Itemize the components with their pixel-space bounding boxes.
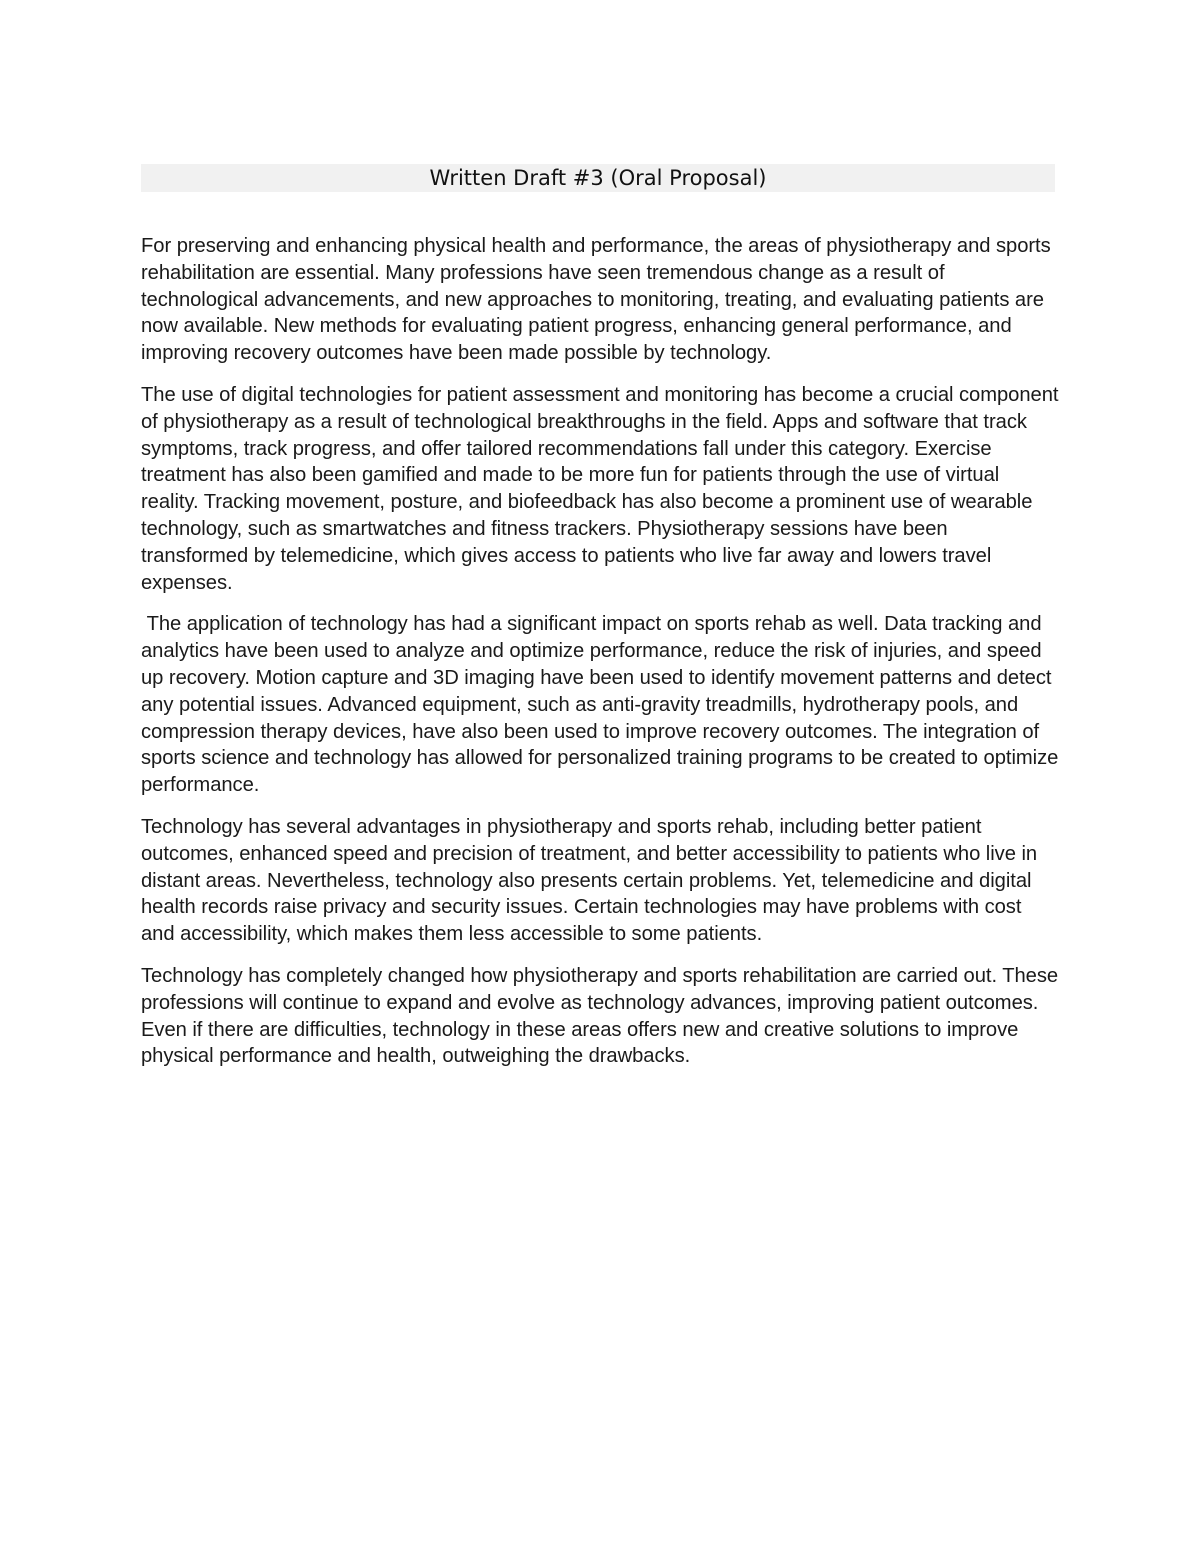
document-body — [141, 233, 1064, 1085]
paragraph-intro: For preserving and enhancing physical health and performance, the areas of physiotherapy and sports rehabilitation are essential. Many professions have seen tremendous change as a result of technological advancements, and new approaches to monitoring, treating, and evaluating patients are now available. New methods for evaluating patient progress, enhancing general performance, and improving recovery outcomes have been made possible by technology. — [141, 235, 1051, 365]
paragraph-sports-rehab-technology: The application of technology has had a significant impact on sports rehab as well. Data tracking and analytics have been used to analyze and optimize performance, reduce the risk of injuries, and speed up recovery. Motion capture and 3D imaging have been used to identify movement patterns and detect any potential issues. Advanced equipment, such as anti-gravity treadmills, hydrotherapy pools, and compression therapy devices, have also been used to improve recovery outcomes. The integration of sports science and technology has allowed for personalized training programs to be created to optimize performance. — [141, 613, 1064, 797]
document-title: Written Draft #3 (Oral Proposal) — [429, 166, 767, 190]
paragraph-conclusion: Technology has completely changed how physiotherapy and sports rehabilitation are carried out. These professions will continue to expand and evolve as technology advances, improving patient outcomes. Even if there are difficulties, technology in these areas offers new and creative solutions to improve physical performance and health, outweighing the drawbacks. — [141, 964, 1059, 1068]
paragraph-advantages-problems: Technology has several advantages in physiotherapy and sports rehab, including better patient outcomes, enhanced speed and precision of treatment, and better accessibility to patients who live in distant areas. Nevertheless, technology also presents certain problems. Yet, telemedicine and digital health records raise privacy and security issues. Certain technologies may have problems with cost and accessibility, which makes them less accessible to some patients. — [141, 815, 1038, 946]
paragraph-physiotherapy-technology: The use of digital technologies for patient assessment and monitoring has become a crucial component of physiotherapy as a result of technological breakthroughs in the field. Apps and software that track symptoms, track progress, and offer tailored recommendations fall under this category. Exercise treatment has also been gamified and made to be more fun for patients through the use of virtual reality. Tracking movement, posture, and biofeedback has also become a prominent use of wearable technology, such as smartwatches and fitness trackers. Physiotherapy sessions have been transformed by telemedicine, which gives access to patients who live far away and lowers travel expenses. — [141, 383, 1059, 594]
title-banner — [141, 164, 1055, 192]
